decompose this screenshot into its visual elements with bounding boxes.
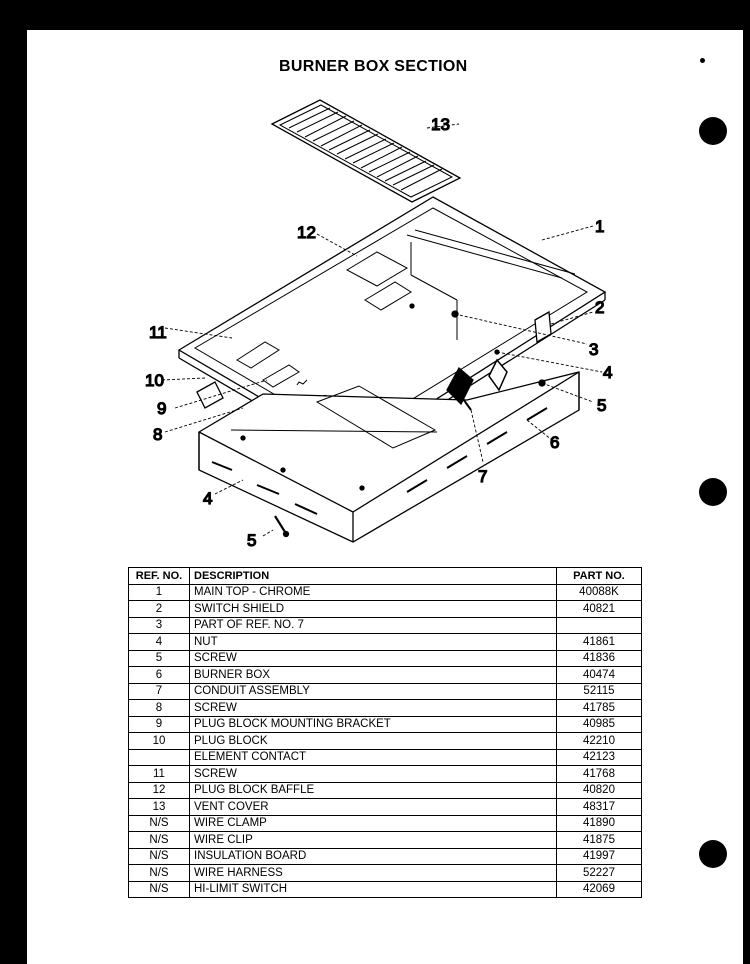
table-row bbox=[129, 766, 642, 783]
table-row bbox=[129, 617, 642, 634]
ref-cell: 8 bbox=[129, 700, 190, 717]
description-cell: SCREW bbox=[190, 700, 557, 717]
ref-cell: 13 bbox=[129, 799, 190, 816]
part-no-cell: 40820 bbox=[557, 782, 642, 799]
description-cell: MAIN TOP - CHROME bbox=[190, 584, 557, 601]
ref-cell: 12 bbox=[129, 782, 190, 799]
description-cell: HI-LIMIT SWITCH bbox=[190, 881, 557, 898]
description-cell: CONDUIT ASSEMBLY bbox=[190, 683, 557, 700]
table-row bbox=[129, 832, 642, 849]
table-row bbox=[129, 881, 642, 898]
burner-box bbox=[199, 372, 579, 542]
ref-cell: N/S bbox=[129, 881, 190, 898]
description-cell: ELEMENT CONTACT bbox=[190, 749, 557, 766]
table-row bbox=[129, 634, 642, 651]
callout-1: 1 bbox=[595, 217, 605, 236]
callout-10: 10 bbox=[145, 371, 164, 390]
part-no-cell: 41785 bbox=[557, 700, 642, 717]
ref-cell: N/S bbox=[129, 815, 190, 832]
ref-cell: 1 bbox=[129, 584, 190, 601]
ref-cell: 9 bbox=[129, 716, 190, 733]
part-no-cell: 40474 bbox=[557, 667, 642, 684]
table-row bbox=[129, 848, 642, 865]
description-cell: NUT bbox=[190, 634, 557, 651]
ref-cell: 10 bbox=[129, 733, 190, 750]
callout-8: 8 bbox=[153, 425, 163, 444]
part-no-cell: 42210 bbox=[557, 733, 642, 750]
parts-sheet bbox=[27, 30, 743, 964]
table-row bbox=[129, 815, 642, 832]
table-row bbox=[129, 749, 642, 766]
callout-5: 5 bbox=[597, 396, 607, 415]
table-row bbox=[129, 683, 642, 700]
exploded-diagram bbox=[27, 30, 743, 570]
table-row bbox=[129, 716, 642, 733]
callout-5b: 5 bbox=[247, 531, 257, 550]
table-row bbox=[129, 700, 642, 717]
callout-3: 3 bbox=[589, 340, 599, 359]
description-cell: INSULATION BOARD bbox=[190, 848, 557, 865]
part-no-cell: 41890 bbox=[557, 815, 642, 832]
ref-cell: 2 bbox=[129, 601, 190, 618]
description-cell: WIRE CLIP bbox=[190, 832, 557, 849]
table-row bbox=[129, 584, 642, 601]
header-ref-no: REF. NO. bbox=[129, 568, 190, 585]
header-description: DESCRIPTION bbox=[190, 568, 557, 585]
table-row bbox=[129, 865, 642, 882]
description-cell: PLUG BLOCK BAFFLE bbox=[190, 782, 557, 799]
part-no-cell: 42123 bbox=[557, 749, 642, 766]
callout-12: 12 bbox=[297, 223, 316, 242]
part-no-cell: 41861 bbox=[557, 634, 642, 651]
part-no-cell: 41768 bbox=[557, 766, 642, 783]
description-cell: WIRE CLAMP bbox=[190, 815, 557, 832]
description-cell: WIRE HARNESS bbox=[190, 865, 557, 882]
part-no-cell: 52227 bbox=[557, 865, 642, 882]
part-no-cell: 52115 bbox=[557, 683, 642, 700]
ref-cell: 6 bbox=[129, 667, 190, 684]
callout-4b: 4 bbox=[203, 489, 213, 508]
part-no-cell: 41875 bbox=[557, 832, 642, 849]
table-row bbox=[129, 782, 642, 799]
callout-7: 7 bbox=[478, 467, 488, 486]
description-cell: PART OF REF. NO. 7 bbox=[190, 617, 557, 634]
table-row bbox=[129, 601, 642, 618]
description-cell: SWITCH SHIELD bbox=[190, 601, 557, 618]
ref-cell: 7 bbox=[129, 683, 190, 700]
ref-cell: N/S bbox=[129, 865, 190, 882]
parts-table bbox=[128, 567, 642, 898]
callout-4: 4 bbox=[603, 363, 613, 382]
table-row bbox=[129, 650, 642, 667]
table-row bbox=[129, 799, 642, 816]
punch-hole-bottom bbox=[699, 840, 727, 868]
part-no-cell: 41836 bbox=[557, 650, 642, 667]
part-no-cell bbox=[557, 617, 642, 634]
table-header-row bbox=[129, 568, 642, 585]
callout-13: 13 bbox=[431, 115, 450, 134]
description-cell: BURNER BOX bbox=[190, 667, 557, 684]
description-cell: VENT COVER bbox=[190, 799, 557, 816]
ref-cell: 3 bbox=[129, 617, 190, 634]
callout-11: 11 bbox=[149, 323, 167, 342]
description-cell: PLUG BLOCK bbox=[190, 733, 557, 750]
ref-cell bbox=[129, 749, 190, 766]
callout-6: 6 bbox=[550, 433, 560, 452]
ref-cell: 5 bbox=[129, 650, 190, 667]
ref-cell: 11 bbox=[129, 766, 190, 783]
part-no-cell: 40088K bbox=[557, 584, 642, 601]
part-no-cell: 40985 bbox=[557, 716, 642, 733]
page-title: BURNER BOX SECTION bbox=[279, 58, 468, 75]
part-no-cell: 48317 bbox=[557, 799, 642, 816]
ref-cell: N/S bbox=[129, 848, 190, 865]
table-row bbox=[129, 733, 642, 750]
part-no-cell: 41997 bbox=[557, 848, 642, 865]
table-row bbox=[129, 667, 642, 684]
part-no-cell: 42069 bbox=[557, 881, 642, 898]
description-cell: PLUG BLOCK MOUNTING BRACKET bbox=[190, 716, 557, 733]
ref-cell: 4 bbox=[129, 634, 190, 651]
callout-2: 2 bbox=[595, 298, 605, 317]
description-cell: SCREW bbox=[190, 766, 557, 783]
ref-cell: N/S bbox=[129, 832, 190, 849]
description-cell: SCREW bbox=[190, 650, 557, 667]
callout-9: 9 bbox=[157, 399, 167, 418]
header-part-no: PART NO. bbox=[557, 568, 642, 585]
part-no-cell: 40821 bbox=[557, 601, 642, 618]
